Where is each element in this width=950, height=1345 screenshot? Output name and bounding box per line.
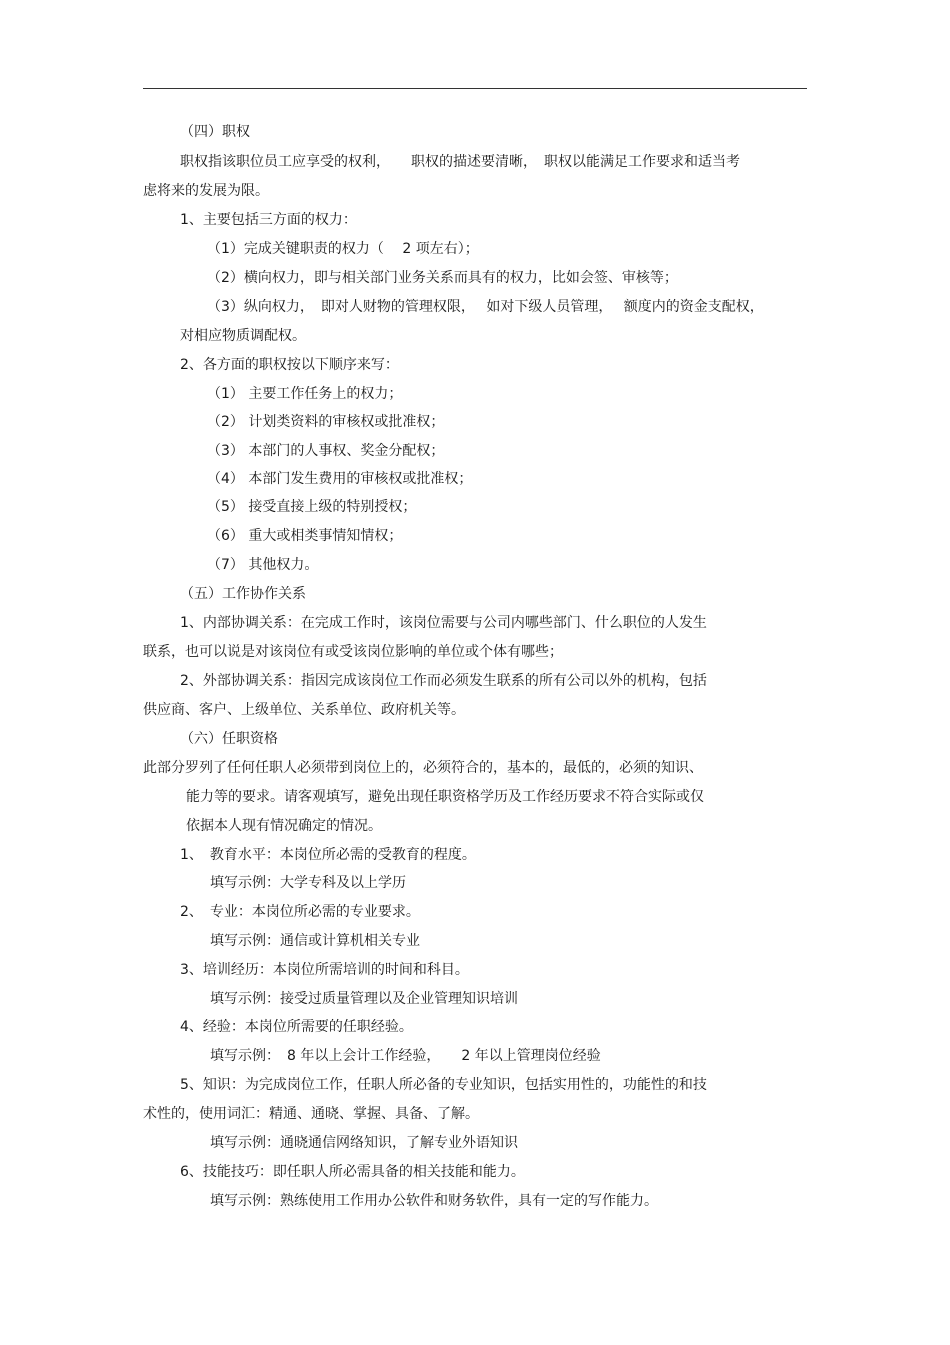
text-line: 依据本人现有情况确定的情况。 [186,818,382,834]
list-item: （4） 本部门发生费用的审核权或批准权； [207,471,473,487]
list-item: （2）横向权力，即与相关部门业务关系而具有的权力，比如会签、审核等； [207,270,678,286]
section-heading: （六）任职资格 [180,731,278,747]
header-rule [143,88,807,89]
section-heading: （四）职权 [180,124,250,140]
text-line: 1、内部协调关系：在完成工作时，该岗位需要与公司内哪些部门、什么职位的人发生 [180,615,707,631]
list-item: （3）纵向权力， 即对人财物的管理权限， 如对下级人员管理， 额度内的资金支配权， [207,299,764,315]
list-item: 1、 教育水平：本岗位所必需的受教育的程度。 [180,847,476,863]
list-item: 5、知识：为完成岗位工作，任职人所必备的专业知识，包括实用性的，功能性的和技 [180,1077,707,1093]
text-line: 2、外部协调关系：指因完成该岗位工作而必须发生联系的所有公司以外的机构，包括 [180,673,707,689]
text-line: 职权指该职位员工应享受的权利， 职权的描述要清晰， 职权以能满足工作要求和适当考 [180,154,740,170]
text-line: 此部分罗列了任何任职人必须带到岗位上的，必须符合的，基本的，最低的，必须的知识、 [143,760,703,776]
text-line: 术性的，使用词汇：精通、通晓、掌握、具备、了解。 [143,1106,479,1122]
list-item: 3、培训经历：本岗位所需培训的时间和科目。 [180,962,469,978]
list-item: 4、经验：本岗位所需要的任职经验。 [180,1019,413,1035]
list-item: 2、 专业：本岗位所必需的专业要求。 [180,904,420,920]
list-item: （7） 其他权力。 [207,557,319,573]
text-line: 能力等的要求。请客观填写，避免出现任职资格学历及工作经历要求不符合实际或仅 [186,789,704,805]
list-item: （2） 计划类资料的审核权或批准权； [207,414,445,430]
text-line: 虑将来的发展为限。 [143,183,269,199]
section-heading: （五）工作协作关系 [180,586,306,602]
example-line: 填写示例： 8 年以上会计工作经验， 2 年以上管理岗位经验 [210,1048,601,1064]
list-item: （5） 接受直接上级的特别授权； [207,499,417,515]
list-item: （1）完成关键职责的权力（ 2 项左右）； [207,241,479,257]
text-line: 供应商、客户、上级单位、关系单位、政府机关等。 [143,702,465,718]
text-line: 1、主要包括三方面的权力： [180,212,357,228]
example-line: 填写示例：熟练使用工作用办公软件和财务软件，具有一定的写作能力。 [210,1193,658,1209]
text-line: 对相应物质调配权。 [180,328,306,344]
list-item: （3） 本部门的人事权、奖金分配权； [207,443,445,459]
list-item: 6、技能技巧：即任职人所必需具备的相关技能和能力。 [180,1164,525,1180]
list-item: （1） 主要工作任务上的权力； [207,386,403,402]
text-line: 联系，也可以说是对该岗位有或受该岗位影响的单位或个体有哪些； [143,644,563,660]
example-line: 填写示例：大学专科及以上学历 [210,875,406,891]
example-line: 填写示例：通信或计算机相关专业 [210,933,420,949]
example-line: 填写示例：接受过质量管理以及企业管理知识培训 [210,991,518,1007]
text-line: 2、各方面的职权按以下顺序来写： [180,357,399,373]
list-item: （6） 重大或相类事情知情权； [207,528,403,544]
example-line: 填写示例：通晓通信网络知识，了解专业外语知识 [210,1135,518,1151]
